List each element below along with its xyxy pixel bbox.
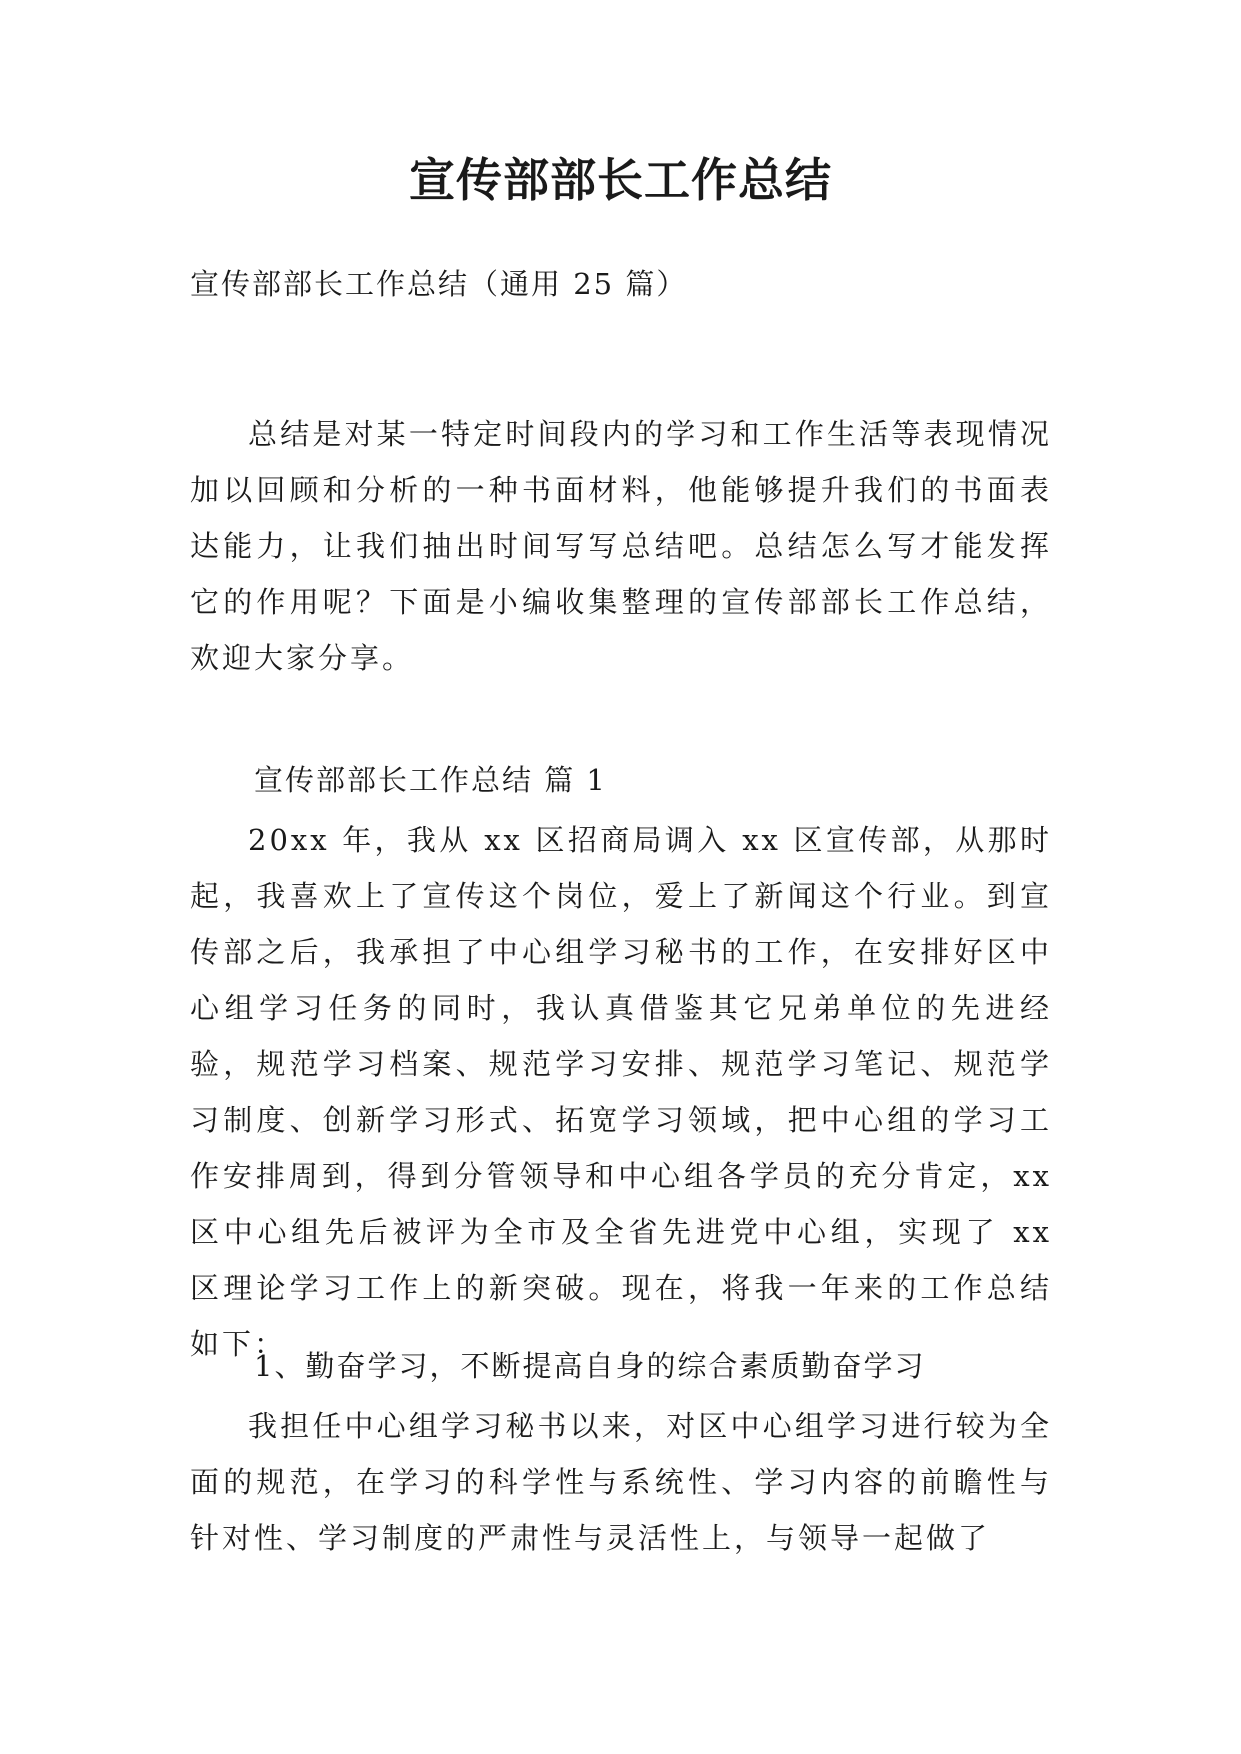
document-subtitle: 宣传部部长工作总结（通用 25 篇）	[190, 267, 688, 301]
point-heading: 1、勤奋学习，不断提高自身的综合素质勤奋学习	[254, 1349, 926, 1383]
point-body-paragraph: 我担任中心组学习秘书以来，对区中心组学习进行较为全面的规范，在学习的科学性与系统性、学习内容的前瞻性与针对性、学习制度的严肃性与灵活性上，与领导一起做了	[190, 1409, 1052, 1555]
document-title: 宣传部部长工作总结	[409, 153, 832, 207]
intro-paragraph: 总结是对某一特定时间段内的学习和工作生活等表现情况加以回顾和分析的一种书面材料，他能够提升我们的书面表达能力，让我们抽出时间写写总结吧。总结怎么写才能发挥它的作用呢？下面是小编收集整理的宣传部部长工作总结，欢迎大家分享。	[190, 417, 1052, 675]
section-heading: 宣传部部长工作总结 篇 1	[254, 763, 607, 797]
section-body-paragraph: 20xx 年，我从 xx 区招商局调入 xx 区宣传部，从那时起，我喜欢上了宣传这个岗位，爱上了新闻这个行业。到宣传部之后，我承担了中心组学习秘书的工作，在安排好区中心组学习任务的同时，我认真借鉴其它兄弟单位的先进经验，规范学习档案、规范学习安排、规范学习笔记、规范学习制度、创新学习形式、拓宽学习领域，把中心组的学习工作安排周到，得到分管领导和中心组各学员的充分肯定，xx 区中心组先后被评为全市及全省先进党中心组，实现了 xx 区理论学习工作上的新突破。现在，将我一年来的工作总结如下：	[190, 823, 1052, 1361]
